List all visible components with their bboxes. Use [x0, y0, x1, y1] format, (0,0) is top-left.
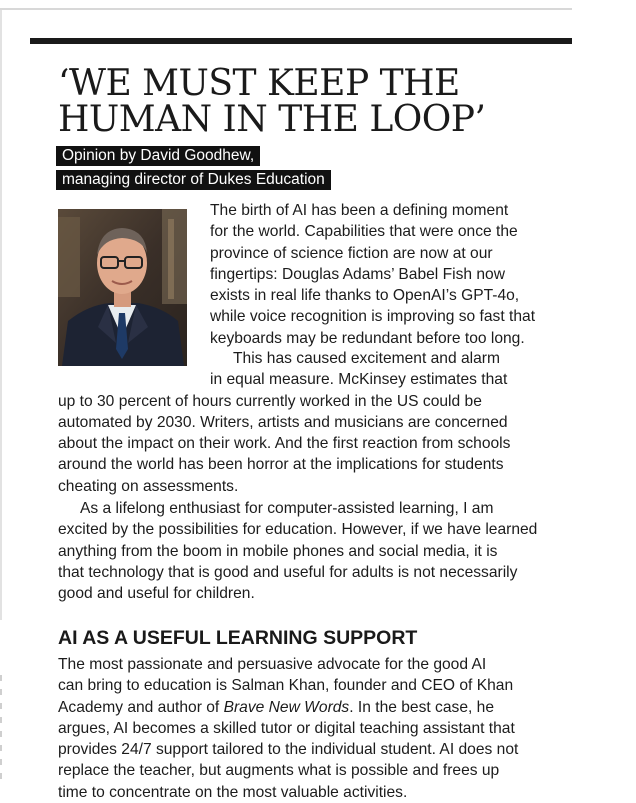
- text-line: As a lifelong enthusiast for computer-assisted learning, I am: [80, 500, 494, 517]
- text-line: replace the teacher, but augments what is possible and frees up: [58, 762, 500, 780]
- text-line: for the world. Capabilities that were once the: [210, 223, 518, 241]
- text-line: This has caused excitement and alarm: [233, 350, 500, 367]
- text-line: about the impact on their work. And the first reaction from schools: [58, 435, 511, 453]
- text-fragment: Academy and author of: [58, 698, 224, 716]
- text-line: keyboards may be redundant before too long.: [210, 329, 525, 347]
- page-side-rule: [0, 10, 2, 620]
- text-line: time to concentrate on the most valuable activities.: [58, 783, 408, 801]
- title-line-2: HUMAN IN THE LOOP’: [58, 99, 486, 140]
- text-line: The most passionate and persuasive advocate for the good AI: [58, 656, 487, 673]
- text-line: good and useful for children.: [58, 585, 255, 603]
- text-line: province of science fiction are now at our: [210, 244, 493, 262]
- heading-rule: [30, 38, 572, 44]
- text-line: excited by the possibilities for education. However, if we have learned: [58, 521, 538, 539]
- text-line: automated by 2030. Writers, artists and musicians are concerned: [58, 413, 508, 431]
- text-line: exists in real life thanks to OpenAI’s GPT-4o,: [210, 287, 520, 305]
- section-heading: AI AS A USEFUL LEARNING SUPPORT: [58, 627, 418, 649]
- byline-line-2: managing director of Dukes Education: [56, 170, 331, 190]
- text-line: provides 24/7 support tailored to the individual student. AI does not: [58, 741, 519, 759]
- text-line: [58, 697, 572, 718]
- paragraph-1: [210, 200, 572, 349]
- text-line: cheating on assessments.: [58, 477, 239, 495]
- text-line: The birth of AI has been a defining moment: [210, 202, 509, 219]
- page-edge-marks: [0, 675, 2, 785]
- text-line: around the world has been horror at the implications for students: [58, 456, 504, 474]
- text-fragment: . In the best case, he: [349, 698, 495, 716]
- text-line: anything from the boom in mobile phones and social media, it is: [58, 542, 498, 560]
- text-line: while voice recognition is improving so fast that: [210, 308, 536, 326]
- page-top-rule: [0, 8, 572, 10]
- text-line: that technology that is good and useful for adults is not necessarily: [58, 563, 518, 581]
- text-line: can bring to education is Salman Khan, founder and CEO of Khan: [58, 677, 514, 695]
- paragraph-3: [58, 498, 572, 604]
- text-line: up to 30 percent of hours currently worked in the US could be: [58, 392, 482, 410]
- text-line: in equal measure. McKinsey estimates that: [210, 371, 508, 389]
- text-line: argues, AI becomes a skilled tutor or digital teaching assistant that: [58, 719, 515, 737]
- byline: [56, 145, 331, 193]
- author-photo: [58, 209, 187, 366]
- book-title: Brave New Words: [223, 698, 350, 716]
- byline-line-1: Opinion by David Goodhew,: [56, 146, 260, 166]
- article-title: [58, 63, 578, 140]
- title-line-1: ‘WE MUST KEEP THE: [58, 63, 460, 104]
- text-line: fingertips: Douglas Adams’ Babel Fish now: [210, 265, 505, 283]
- paragraph-4: [58, 654, 572, 803]
- paragraph-2: [58, 348, 572, 497]
